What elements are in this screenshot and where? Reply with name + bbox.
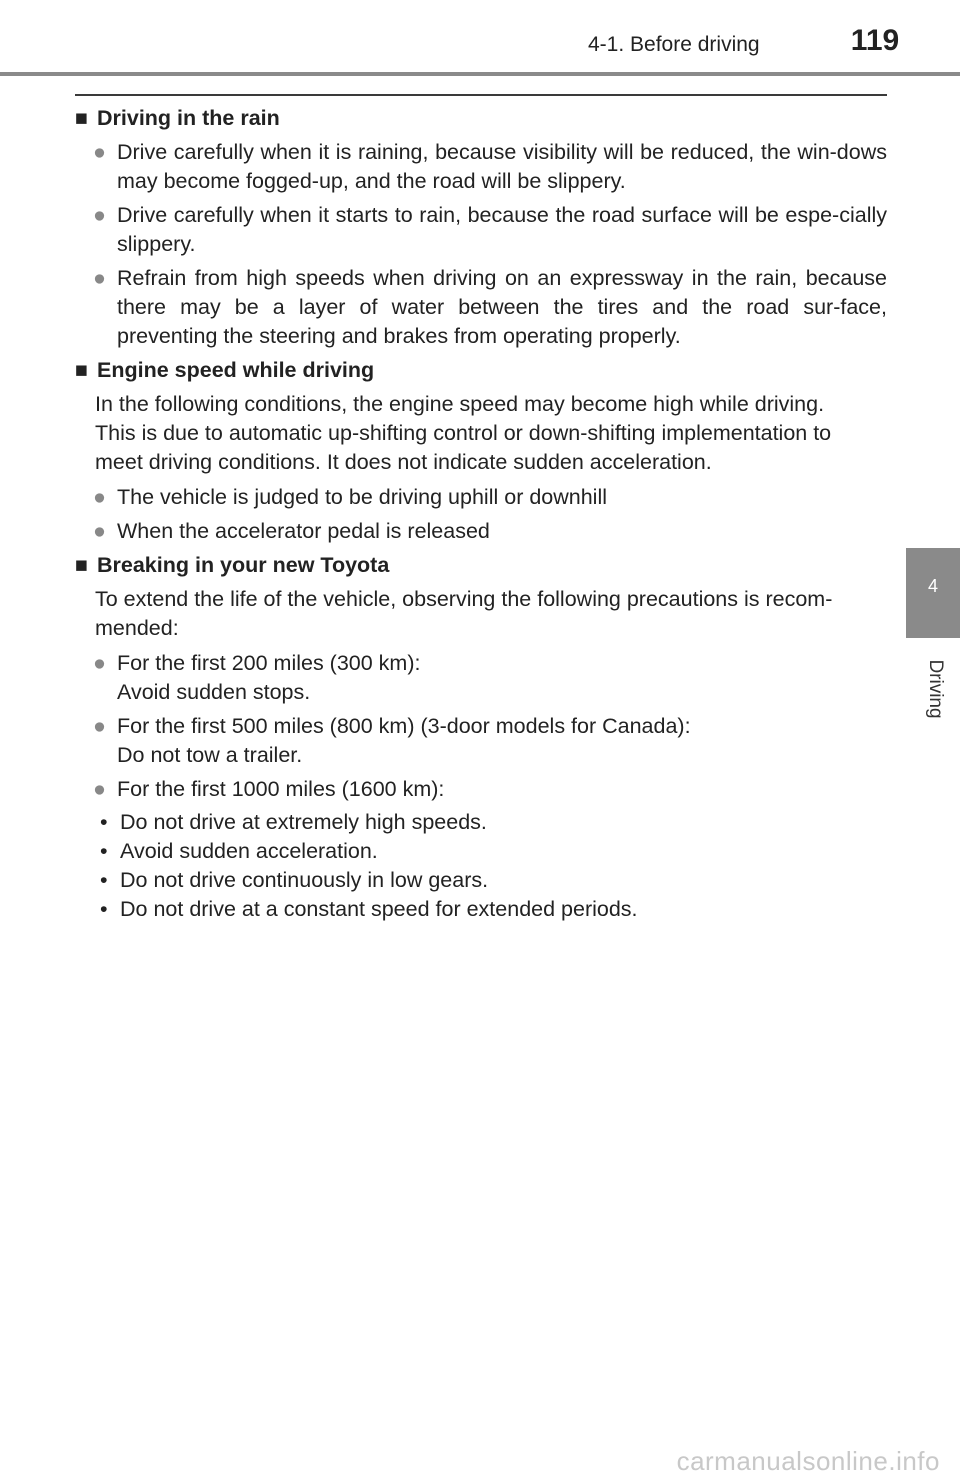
square-bullet-icon: ■ — [75, 358, 88, 382]
list-item-text: Refrain from high speeds when driving on an expressway in the rain, because there may be a layer of water between the tires and the road sur-face, preventing the steering and brakes from operating properly. — [117, 266, 887, 348]
sub-list-item — [75, 866, 887, 895]
list-item-text: The vehicle is judged to be driving uphill or downhill — [117, 485, 608, 509]
circle-bullet-icon: ● — [93, 651, 106, 675]
list-item-text: For the first 1000 miles (1600 km): — [117, 777, 445, 801]
list-item-text: When the accelerator pedal is released — [117, 519, 490, 543]
list-item — [75, 775, 887, 924]
list-item — [75, 649, 887, 707]
sub-list-item-text: Do not drive at a constant speed for extended periods. — [120, 897, 638, 921]
sub-list-item — [75, 808, 887, 837]
list-item — [75, 201, 887, 259]
paragraph — [75, 390, 887, 477]
sub-list-item — [75, 837, 887, 866]
list-item-text: For the first 500 miles (800 km) (3-door models for Canada): — [117, 714, 691, 738]
paragraph-line: To extend the life of the vehicle, observing the following precautions is recom- — [95, 587, 833, 611]
circle-bullet-icon: ● — [93, 777, 106, 801]
circle-bullet-icon: ● — [93, 485, 106, 509]
page-content — [75, 104, 887, 929]
watermark: carmanualsonline.info — [676, 1446, 940, 1476]
list-item — [75, 138, 887, 196]
sub-list-item-text: Avoid sudden acceleration. — [120, 839, 378, 863]
list-item-text: Drive carefully when it is raining, because visibility will be reduced, the win-dows may become fogged-up, and the road will be slippery. — [117, 140, 887, 193]
section-breaking-in — [75, 551, 887, 924]
list-item-subtext: Do not tow a trailer. — [117, 743, 303, 767]
header-rule — [0, 72, 960, 76]
chapter-tab[interactable] — [906, 548, 960, 638]
paragraph-line: meet driving conditions. It does not indicate sudden acceleration. — [95, 450, 712, 474]
section-heading-text: Driving in the rain — [97, 106, 280, 130]
sub-list-item-text: Do not drive continuously in low gears. — [120, 868, 489, 892]
circle-bullet-icon: ● — [93, 519, 106, 543]
list-item-text: For the first 200 miles (300 km): — [117, 651, 421, 675]
list-item — [75, 483, 887, 512]
section-heading — [75, 104, 887, 133]
sub-list-item — [75, 895, 887, 924]
list-item — [75, 264, 887, 351]
page-number: 119 — [850, 24, 900, 57]
chapter-tab-label: Driving — [925, 659, 946, 719]
section-heading — [75, 356, 887, 385]
dot-bullet-icon: • — [100, 868, 108, 892]
list-item — [75, 712, 887, 770]
paragraph-line: mended: — [95, 616, 179, 640]
dot-bullet-icon: • — [100, 839, 108, 863]
section-heading-text: Breaking in your new Toyota — [97, 553, 390, 577]
circle-bullet-icon: ● — [93, 266, 106, 290]
chapter-tab-number: 4 — [927, 576, 938, 596]
sub-list-item-text: Do not drive at extremely high speeds. — [120, 810, 487, 834]
list-item-subtext: Avoid sudden stops. — [117, 680, 311, 704]
circle-bullet-icon: ● — [93, 714, 106, 738]
paragraph-line: In the following conditions, the engine speed may become high while driving. — [95, 392, 825, 416]
paragraph-line: This is due to automatic up-shifting control or down-shifting implementation to — [95, 421, 832, 445]
section-engine-speed — [75, 356, 887, 546]
list-item — [75, 517, 887, 546]
list-item-text: Drive carefully when it starts to rain, because the road surface will be espe-cially slippery. — [117, 203, 887, 256]
dot-bullet-icon: • — [100, 897, 108, 921]
dot-bullet-icon: • — [100, 810, 108, 834]
running-header-title: 4-1. Before driving — [588, 33, 760, 56]
circle-bullet-icon: ● — [93, 140, 106, 164]
paragraph — [75, 585, 887, 643]
section-heading-text: Engine speed while driving — [97, 358, 375, 382]
section-heading — [75, 551, 887, 580]
section-driving-in-rain — [75, 104, 887, 351]
circle-bullet-icon: ● — [93, 203, 106, 227]
sub-list — [75, 808, 887, 924]
square-bullet-icon: ■ — [75, 553, 88, 577]
square-bullet-icon: ■ — [75, 106, 88, 130]
content-top-rule — [75, 94, 887, 96]
